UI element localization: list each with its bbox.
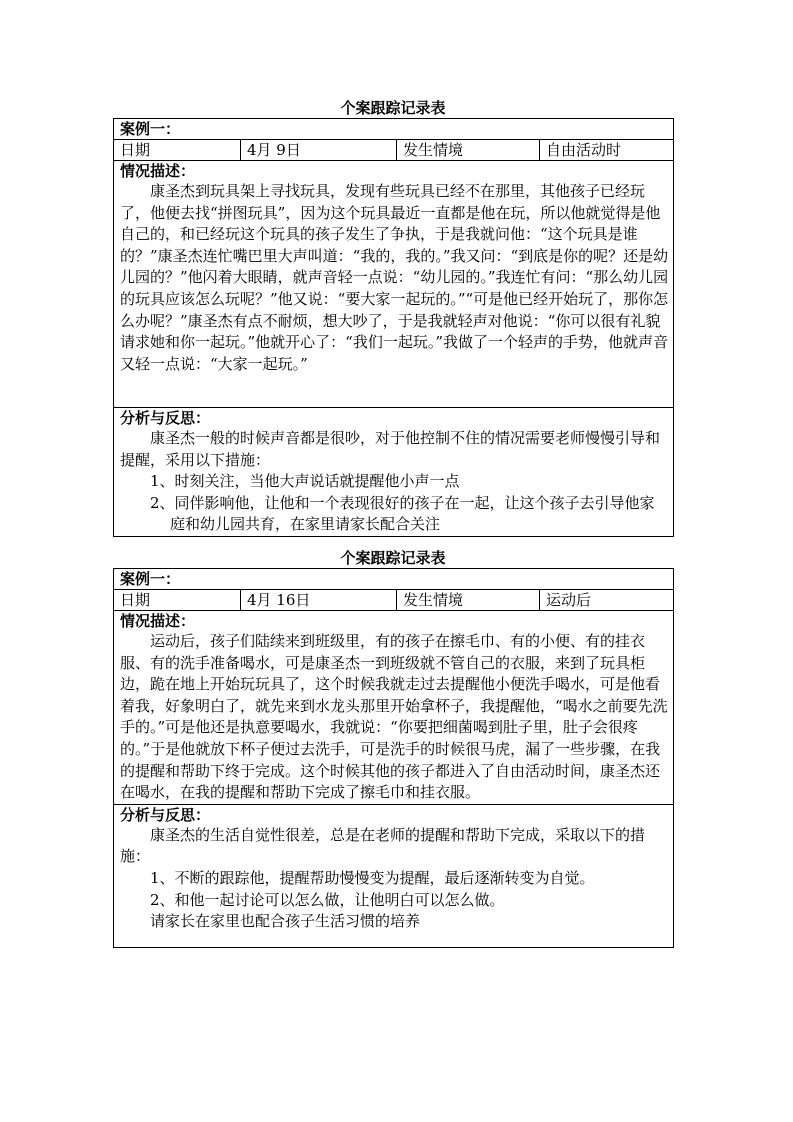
measures-list <box>120 868 669 911</box>
description-heading: 情况描述： <box>120 162 196 180</box>
analysis-row <box>114 804 674 947</box>
analysis-cell <box>114 408 674 537</box>
situation-value: 运动后 <box>540 590 674 611</box>
record-title: 个案跟踪记录表 <box>340 549 446 567</box>
analysis-heading: 分析与反思： <box>120 409 211 427</box>
description-text: 运动后，孩子们陆续来到班级里，有的孩子在擦毛巾、有的小便、有的挂衣服、有的洗手准备喝水，可是康圣杰一到班级就不管自己的衣服，来到了玩具柜边，跪在地上开始玩玩具了，这个时候我就走过去提醒他小便洗手喝水，可是他看着我，好象明白了，就先来到水龙头那里开始拿杯子，我提醒他，“喝水之前要先洗手的。”可是他还是执意要喝水，我就说：“你要把细菌喝到肚子里，肚子会很疼的。”于是他就放下杯子便过去洗手，可是洗手的时候很马虎，漏了一些步骤，在我的提醒和帮助下终于完成。这个时候其他的孩子都进入了自由活动时间，康圣杰还在喝水，在我的提醒和帮助下完成了擦毛巾和挂衣服。 <box>120 632 668 802</box>
situation-value: 自由活动时 <box>540 140 674 161</box>
measures-list <box>120 471 669 536</box>
date-label: 日期 <box>114 140 241 161</box>
measure-item: 1、不断的跟踪他，提醒帮助慢慢变为提醒，最后逐渐转变为自觉。 <box>150 868 595 887</box>
situation-label: 发生情境 <box>397 590 540 611</box>
record-2 <box>113 549 673 948</box>
record-1 <box>113 99 673 537</box>
case-row <box>114 119 674 140</box>
case-row <box>114 569 674 590</box>
analysis-row <box>114 408 674 537</box>
date-label: 日期 <box>114 590 241 611</box>
record-table <box>113 568 674 948</box>
closing-note: 请家长在家里也配合孩子生活习惯的培养 <box>150 912 421 931</box>
analysis-cell <box>114 804 674 947</box>
description-heading: 情况描述： <box>120 612 196 630</box>
analysis-text: 康圣杰的生活自觉性很差，总是在老师的提醒和帮助下完成，采取以下的措施： <box>120 825 646 866</box>
measure-item: 2、同伴影响他，让他和一个表现很好的孩子在一起，让这个孩子去引导他家庭和幼儿园共育，在家里请家长配合关注 <box>150 493 655 534</box>
record-table <box>113 118 674 537</box>
analysis-text: 康圣杰一般的时候声音都是很吵，对于他控制不住的情况需要老师慢慢引导和提醒，采用以下措施： <box>120 429 661 469</box>
measure-item: 2、和他一起讨论可以怎么做，让他明白可以怎么做。 <box>150 890 505 909</box>
description-cell <box>114 611 674 805</box>
info-row <box>114 590 674 611</box>
situation-label: 发生情境 <box>397 140 540 161</box>
description-cell <box>114 161 674 408</box>
description-row <box>114 161 674 408</box>
measure-item: 1、时刻关注，当他大声说话就提醒他小声一点 <box>150 472 460 491</box>
analysis-heading: 分析与反思： <box>120 805 211 824</box>
case-label: 案例一： <box>114 119 674 140</box>
description-text: 康圣杰到玩具架上寻找玩具，发现有些玩具已经不在那里，其他孩子已经玩了，他便去找“拼图玩具”，因为这个玩具最近一直都是他在玩，所以他就觉得是他自己的，和已经玩这个玩具的孩子发生了争执，于是我就问他：“这个玩具是谁的？”康圣杰连忙嘴巴里大声叫道：“我的，我的。”我又问：“到底是你的呢？还是幼儿园的？”他闪着大眼睛，就声音轻一点说：“幼儿园的。”我连忙有问：“那么幼儿园的玩具应该怎么玩呢？”他又说：“要大家一起玩的。”“可是他已经开始玩了，那你怎么办呢？”康圣杰有点不耐烦，想大吵了，于是我就轻声对他说：“你可以很有礼貌请求她和你一起玩。”他就开心了：“我们一起玩。”我做了一个轻声的手势，他就声音又轻一点说：“大家一起玩。” <box>120 182 669 373</box>
description-row <box>114 611 674 805</box>
info-row <box>114 140 674 161</box>
case-label: 案例一： <box>114 569 674 590</box>
date-value: 4月 16日 <box>241 590 397 611</box>
record-title: 个案跟踪记录表 <box>340 99 446 117</box>
date-value: 4月 9日 <box>241 140 397 161</box>
